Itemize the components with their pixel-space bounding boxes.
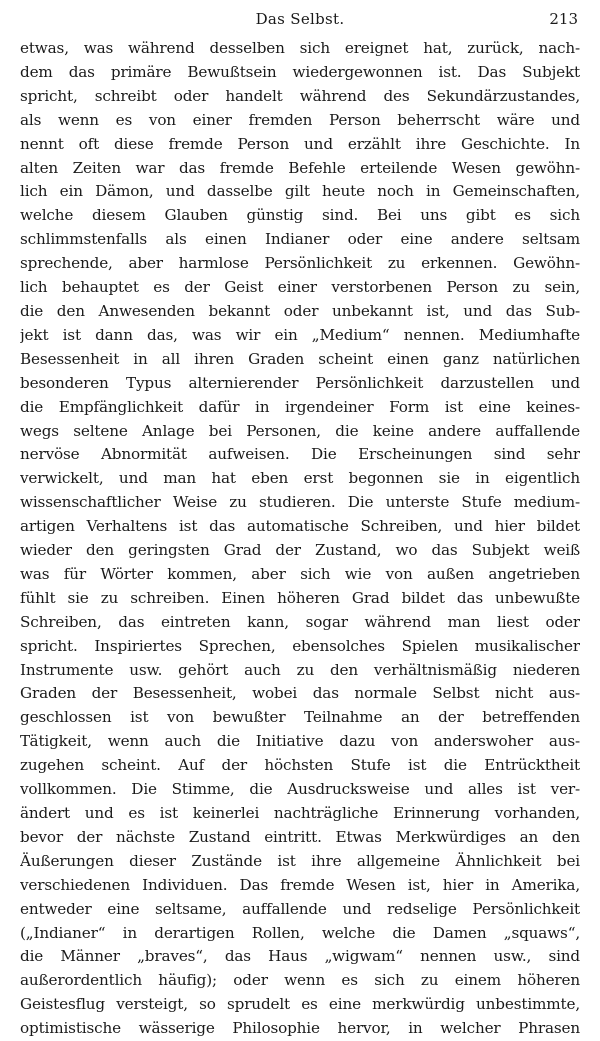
text-line: wissenschaftlicher Weise zu studieren. Die unterste Stufe medium- bbox=[20, 493, 580, 512]
text-line: als wenn es von einer fremden Person beherrscht wäre und bbox=[20, 110, 580, 129]
text-line: sprechende, aber harmlose Persönlichkeit zu erkennen. Gewöhn- bbox=[20, 254, 580, 273]
text-line: außerordentlich häufig); oder wenn es sich zu einem höheren bbox=[20, 971, 580, 990]
text-line: die den Anwesenden bekannt oder unbekannt ist, und das Sub- bbox=[20, 301, 580, 320]
text-line: dem das primäre Bewußtsein wiedergewonnen ist. Das Subjekt bbox=[20, 62, 580, 81]
page-number: 213 bbox=[549, 10, 578, 28]
text-line: spricht, schreibt oder handelt während des Sekundärzustandes, bbox=[20, 86, 580, 105]
text-line: schlimmstenfalls als einen Indianer oder eine andere seltsam bbox=[20, 230, 580, 249]
text-line: nervöse Abnormität aufweisen. Die Erscheinungen sind sehr bbox=[20, 445, 580, 464]
text-line: Schreiben, das eintreten kann, sogar während man liest oder bbox=[20, 612, 580, 631]
text-line: was für Wörter kommen, aber sich wie von außen angetrieben bbox=[20, 564, 580, 583]
text-line: vollkommen. Die Stimme, die Ausdrucksweise und alles ist ver- bbox=[20, 780, 580, 799]
text-line: Graden der Besessenheit, wobei das normale Selbst nicht aus- bbox=[20, 684, 580, 703]
text-line: ändert und es ist keinerlei nachträgliche Erinnerung vorhanden, bbox=[20, 804, 580, 822]
text-line: lich ein Dämon, und dasselbe gilt heute noch in Gemeinschaften, bbox=[20, 182, 580, 201]
body-text bbox=[20, 37, 580, 1041]
text-line: Instrumente usw. gehört auch zu den verhältnismäßig niederen bbox=[20, 660, 580, 679]
text-line: wieder den geringsten Grad der Zustand, wo das Subjekt weiß bbox=[20, 541, 580, 560]
text-line: Besessenheit in all ihren Graden scheint einen ganz natürlichen bbox=[20, 349, 580, 368]
text-line: entweder eine seltsame, auffallende und redselige Persönlichkeit bbox=[20, 899, 580, 918]
text-line: die Männer „braves“, das Haus „wigwam“ nennen usw., sind bbox=[20, 947, 580, 966]
text-line: spricht. Inspiriertes Sprechen, ebensolches Spielen musikalischer bbox=[20, 636, 580, 655]
text-line: besonderen Typus alternierender Persönlichkeit darzustellen und bbox=[20, 373, 580, 392]
text-line: Tätigkeit, wenn auch die Initiative dazu von anderswoher aus- bbox=[20, 732, 580, 751]
text-line: geschlossen ist von bewußter Teilnahme an der betreffenden bbox=[20, 708, 580, 727]
text-line: Äußerungen dieser Zustände ist ihre allgemeine Ähnlichkeit bei bbox=[20, 851, 580, 870]
text-line: alten Zeiten war das fremde Befehle erteilende Wesen gewöhn- bbox=[20, 158, 580, 177]
text-line: optimistische wässerige Philosophie hervor, in welcher Phrasen bbox=[20, 1019, 580, 1038]
text-line: jekt ist dann das, was wir ein „Medium“ nennen. Mediumhafte bbox=[20, 325, 580, 344]
text-line: fühlt sie zu schreiben. Einen höheren Grad bildet das unbewußte bbox=[20, 588, 580, 607]
text-line: wegs seltene Anlage bei Personen, die keine andere auffallende bbox=[20, 421, 580, 440]
text-line: nennt oft diese fremde Person und erzählt ihre Geschichte. In bbox=[20, 134, 580, 153]
text-line: Geistesflug versteigt, so sprudelt es eine merkwürdig unbestimmte, bbox=[20, 995, 580, 1014]
text-line: zugehen scheint. Auf der höchsten Stufe ist die Entrücktheit bbox=[20, 756, 580, 775]
text-line: bevor der nächste Zustand eintritt. Etwas Merkwürdiges an den bbox=[20, 827, 580, 846]
text-line: lich behauptet es der Geist einer verstorbenen Person zu sein, bbox=[20, 278, 580, 297]
running-title: Das Selbst. bbox=[255, 10, 345, 28]
text-line: artigen Verhaltens ist das automatische Schreiben, und hier bildet bbox=[20, 517, 580, 536]
text-line: verwickelt, und man hat eben erst begonnen sie in eigentlich bbox=[20, 469, 580, 488]
text-line: die Empfänglichkeit dafür in irgendeiner Form ist eine keines- bbox=[20, 397, 580, 416]
text-line: etwas, was während desselben sich ereignet hat, zurück, nach- bbox=[20, 39, 580, 57]
text-line: verschiedenen Individuen. Das fremde Wesen ist, hier in Amerika, bbox=[20, 875, 580, 894]
text-line: („Indianer“ in derartigen Rollen, welche die Damen „squaws“, bbox=[20, 923, 580, 942]
text-line: welche diesem Glauben günstig sind. Bei uns gibt es sich bbox=[20, 206, 580, 225]
page-header bbox=[20, 8, 580, 30]
